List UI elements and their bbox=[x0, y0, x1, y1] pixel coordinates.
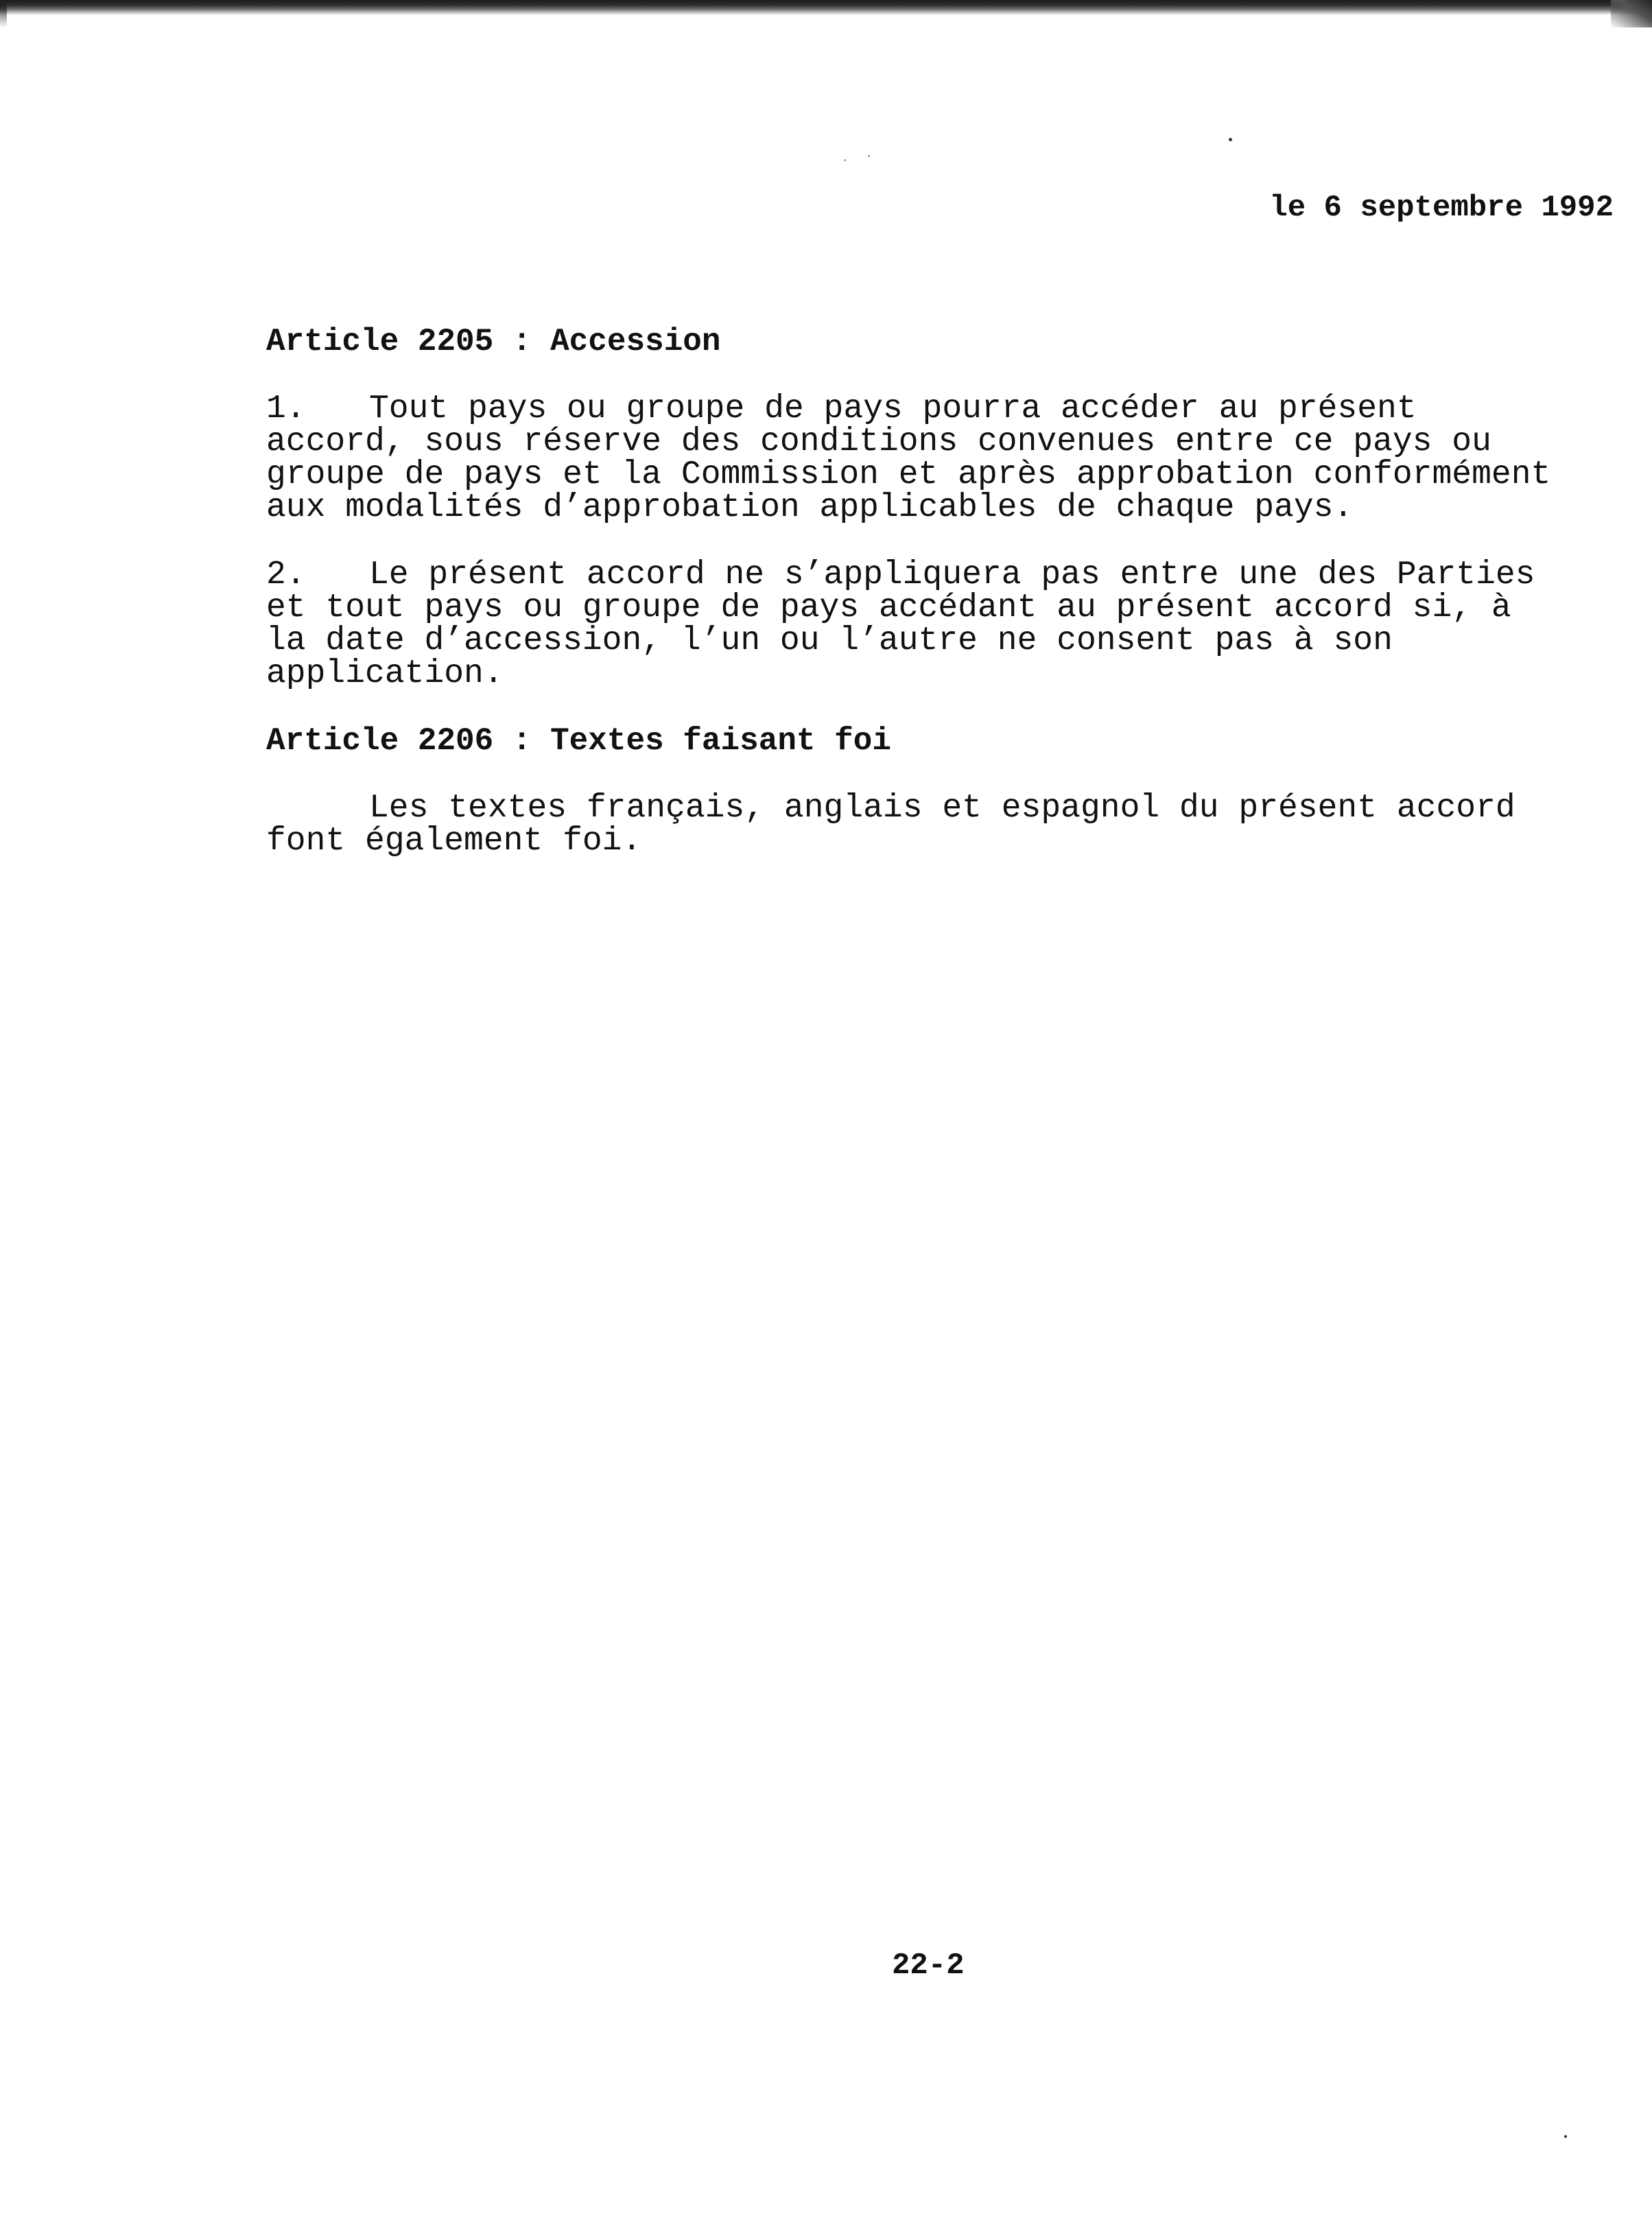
paragraph-line: aux modalités d’approbation applicables de chaque pays. bbox=[266, 489, 1354, 526]
article-2205-heading: Article 2205 : Accession bbox=[266, 324, 721, 360]
paragraph-line: application. bbox=[266, 655, 504, 692]
document-body bbox=[266, 325, 1625, 858]
scan-speck bbox=[868, 155, 870, 157]
article-2206-paragraph bbox=[266, 792, 1625, 858]
scan-speck bbox=[844, 159, 846, 161]
page-number: 22-2 bbox=[892, 1949, 965, 1983]
paragraph-text: Les textes français, anglais et espagnol du présent accord bbox=[369, 790, 1515, 827]
paragraph-line: font également foi. bbox=[266, 823, 642, 860]
paragraph-number: 2. bbox=[266, 556, 306, 593]
scan-speck bbox=[1229, 138, 1232, 141]
paragraph-text: Tout pays ou groupe de pays pourra accéder au présent bbox=[369, 390, 1417, 427]
paragraph-line bbox=[266, 392, 1625, 425]
paragraph-line bbox=[266, 792, 1625, 825]
scan-speck bbox=[1564, 2135, 1567, 2138]
scan-right-corner bbox=[1611, 0, 1652, 27]
paragraph-line bbox=[266, 558, 1625, 591]
article-2205-paragraph-1 bbox=[266, 392, 1625, 524]
paragraph-line: la date d’accession, l’un ou l’autre ne consent pas à son bbox=[266, 622, 1393, 659]
article-2205-paragraph-2 bbox=[266, 558, 1625, 690]
paragraph-line: et tout pays ou groupe de pays accédant au présent accord si, à bbox=[266, 589, 1511, 626]
paragraph-number: 1. bbox=[266, 390, 306, 427]
scan-top-edge bbox=[0, 0, 1652, 15]
paragraph-line: accord, sous réserve des conditions convenues entre ce pays ou bbox=[266, 423, 1491, 460]
paragraph-line: groupe de pays et la Commission et après approbation conformément bbox=[266, 456, 1551, 493]
scan-left-corner bbox=[0, 0, 7, 27]
article-2206-heading: Article 2206 : Textes faisant foi bbox=[266, 723, 891, 759]
document-date: le 6 septembre 1992 bbox=[1269, 191, 1614, 225]
paragraph-text: Le présent accord ne s’appliquera pas entre une des Parties bbox=[369, 556, 1535, 593]
